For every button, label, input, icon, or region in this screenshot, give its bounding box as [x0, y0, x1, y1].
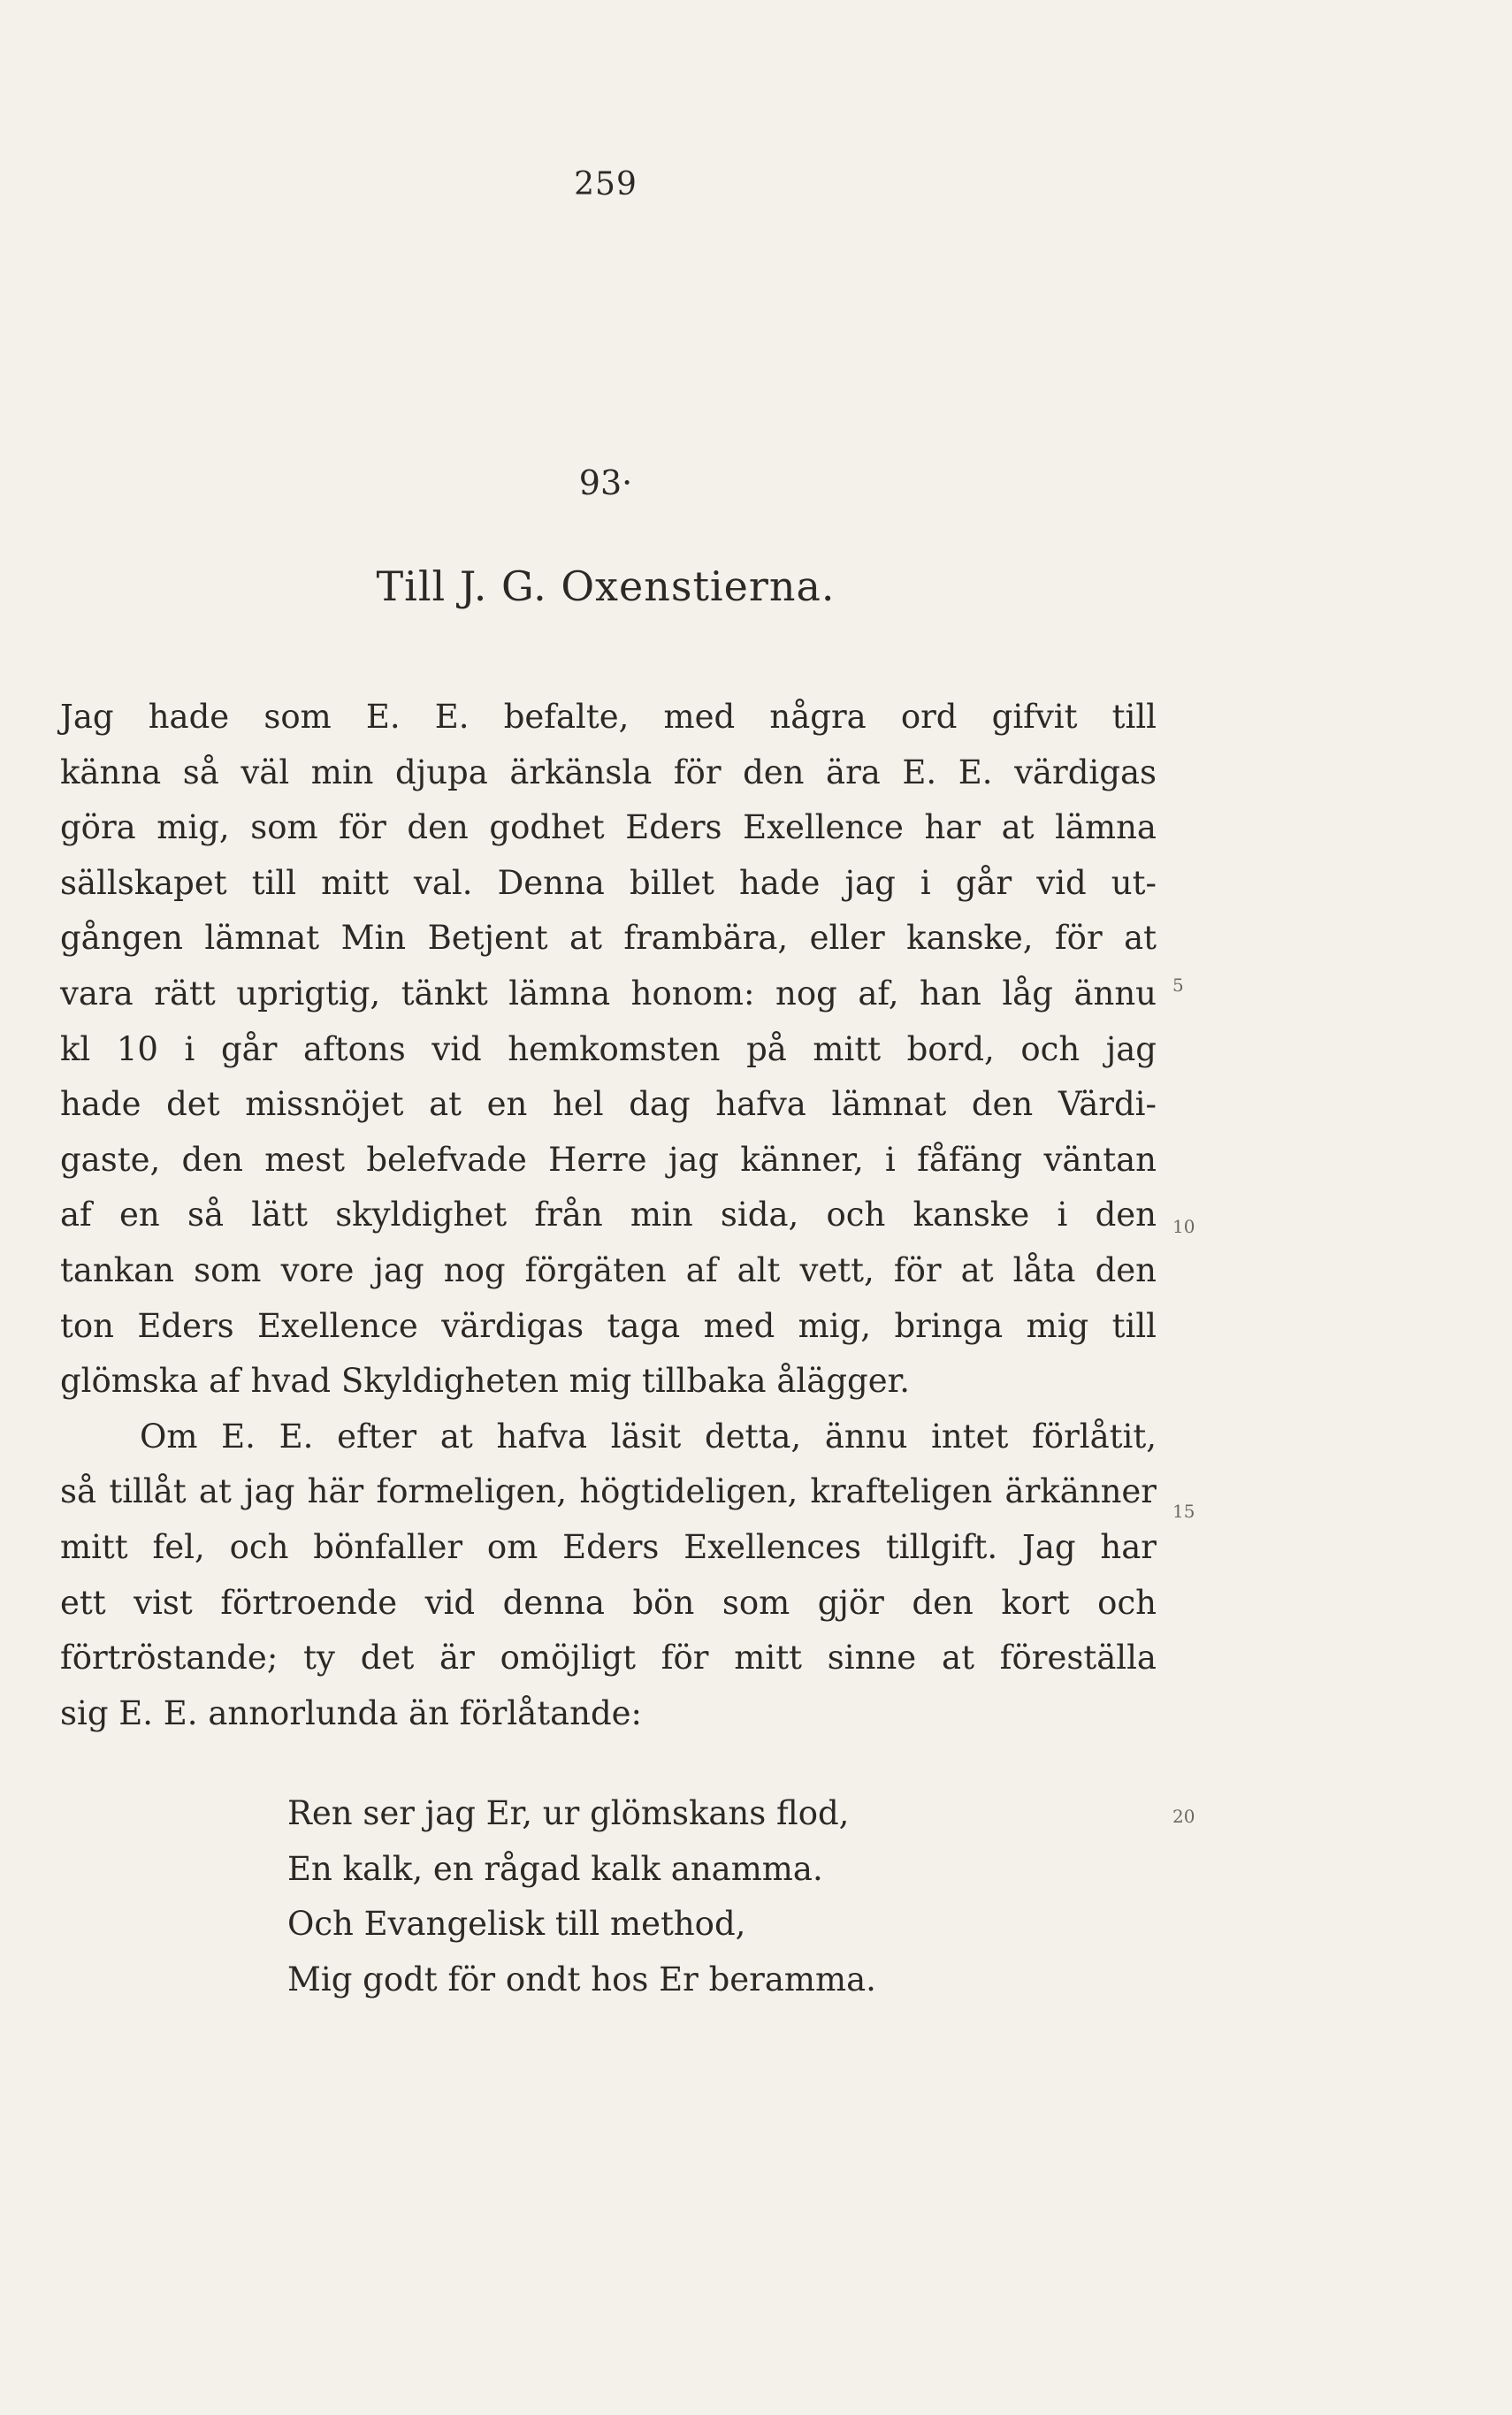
verse-line: En kalk, en rågad kalk anamma. [287, 1849, 823, 1888]
prose-line: tankan som vore jag nog förgäten af alt vett, för at låta den [60, 1250, 1157, 1289]
prose-line: glömska af hvad Skyldigheten mig tillbaka ålägger. [60, 1362, 910, 1401]
prose-line: Jag hade som E. E. befalte, med några ord gifvit till [60, 698, 1157, 736]
line-number-marker: 10 [1172, 1216, 1195, 1237]
prose-line: kl 10 i går aftons vid hemkomsten på mitt bord, och jag [60, 1029, 1157, 1068]
page-number: 259 [574, 166, 638, 203]
prose-line: vara rätt uprigtig, tänkt lämna honom: nog af, han låg ännu [60, 974, 1157, 1013]
verse-line: Mig godt för ondt hos Er beramma. [287, 1960, 876, 1998]
prose-line: så tillåt at jag här formeligen, högtideligen, krafteligen ärkänner [60, 1472, 1157, 1511]
prose-line: af en så lätt skyldighet från min sida, och kanske i den [60, 1196, 1157, 1234]
prose-line: förtröstande; ty det är omöjligt för mitt sinne at föreställa [60, 1639, 1157, 1678]
prose-line: hade det missnöjet at en hel dag hafva lämnat den Värdi- [60, 1085, 1157, 1124]
verse-line: Och Evangelisk till method, [287, 1905, 746, 1944]
prose-line: gången lämnat Min Betjent at frambära, eller kanske, för at [60, 919, 1157, 958]
prose-line: sällskapet till mitt val. Denna billet hade jag i går vid ut- [60, 863, 1157, 902]
line-number-marker: 20 [1172, 1806, 1195, 1827]
verse-stanza [287, 1786, 876, 2007]
prose-line: ett vist förtroende vid denna bön som gjör den kort och [60, 1583, 1157, 1622]
prose-line: Om E. E. efter at hafva läsit detta, ännu intet förlåtit, [140, 1417, 1157, 1456]
prose-line: sig E. E. annorlunda än förlåtande: [60, 1693, 643, 1732]
prose-line: mitt fel, och bönfaller om Eders Exellences tillgift. Jag har [60, 1527, 1157, 1566]
prose-line: göra mig, som för den godhet Eders Exellence har at lämna [60, 808, 1157, 847]
line-number-marker: 5 [1172, 974, 1184, 996]
letter-number: 93· [578, 463, 633, 502]
prose-line: känna så väl min djupa ärkänsla för den ära E. E. värdigas [60, 753, 1157, 791]
verse-line: Ren ser jag Er, ur glömskans flod, [287, 1794, 850, 1832]
prose-line: ton Eders Exellence värdigas taga med mig, bringa mig till [60, 1306, 1157, 1345]
line-number-marker: 15 [1172, 1501, 1195, 1522]
prose-line: gaste, den mest belefvade Herre jag känner, i fåfäng väntan [60, 1140, 1157, 1179]
letter-body [60, 690, 1157, 1741]
letter-title: Till J. G. Oxenstierna. [376, 562, 836, 610]
